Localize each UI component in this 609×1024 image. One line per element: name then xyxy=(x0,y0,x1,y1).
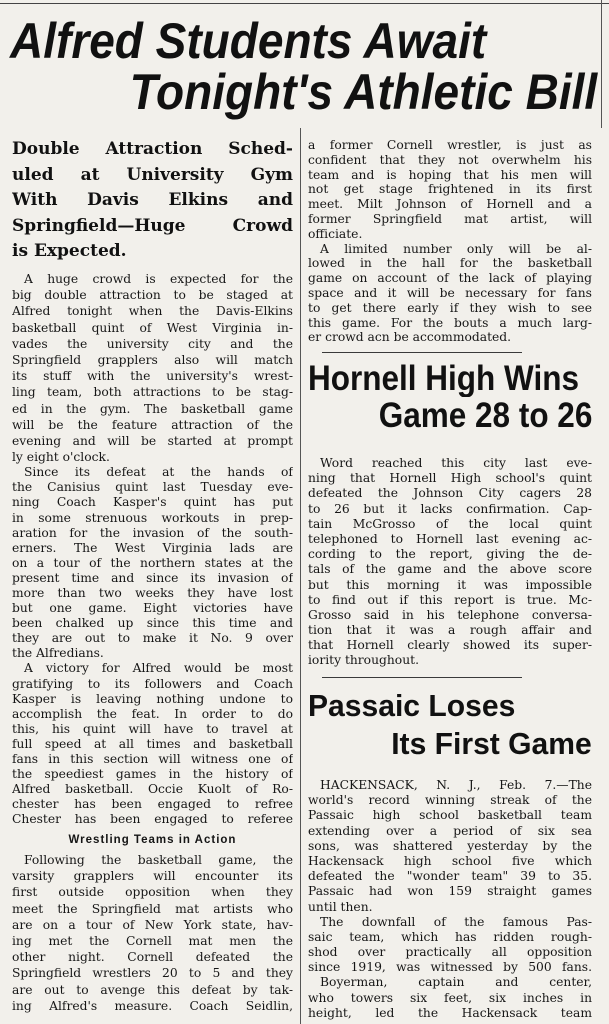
text-line: Boyerman, captain and center, xyxy=(320,975,592,990)
text-line: its stuff with the university's wrest- xyxy=(12,369,293,384)
text-line: ing met the Cornell mat men the xyxy=(12,933,293,948)
hornell-story-body xyxy=(308,456,592,669)
hornell-headline-line-1-text: Hornell High Wins xyxy=(308,361,579,397)
text-line: ly eight o'clock. xyxy=(12,450,110,465)
hornell-headline-line-2 xyxy=(308,398,592,434)
text-line: Alfred tonight when the Davis-Elkins xyxy=(12,304,293,319)
text-line: HACKENSACK, N. J., Feb. 7.—The xyxy=(320,778,592,792)
paragraph xyxy=(308,975,592,1021)
text-line: Passaic had won 159 straight games xyxy=(308,884,592,899)
paragraph xyxy=(308,915,592,976)
main-story-subhead xyxy=(12,137,293,265)
text-line: officiate. xyxy=(308,226,363,241)
text-line: varsity grapplers will encounter its xyxy=(12,869,293,884)
text-line: meet the Springfield mat artists who xyxy=(12,901,293,916)
text-line: erners. The West Virginia lads are xyxy=(12,540,293,555)
text-line: Passaic high school basketball team xyxy=(308,808,592,823)
text-line: a former Cornell wrestler, is just as xyxy=(308,138,592,152)
text-line: will be the feature attraction of the xyxy=(12,417,293,432)
text-line: on a tour of the northern states at the xyxy=(12,555,293,570)
text-line: present time and since its invasion of xyxy=(12,570,293,585)
text-line: Alfred basketball. Occie Kuolt of Ro- xyxy=(12,782,293,797)
paragraph xyxy=(12,271,293,465)
passaic-headline-line-1 xyxy=(308,687,592,725)
text-line: they are out to make it No. 9 over xyxy=(12,631,293,646)
text-line: meet. Milt Johnson of Hornell and a xyxy=(308,197,592,212)
text-line: been chalked up since this time and xyxy=(12,616,293,631)
paragraph xyxy=(12,137,293,265)
text-line: confident that they not overwhelm his xyxy=(308,152,592,167)
paragraph xyxy=(308,456,592,669)
text-line: not get stage frightened in its first xyxy=(308,182,592,197)
text-line: A victory for Alfred would be most xyxy=(24,661,293,676)
text-line: other night. Cornell defeated the xyxy=(12,950,293,965)
hornell-headline-line-2-text: Game 28 to 26 xyxy=(378,398,592,434)
text-line: tion that it was a rough affair and xyxy=(308,623,592,638)
text-line: vades the university city and the xyxy=(12,336,293,351)
passaic-headline-line-1-text: Passaic Loses xyxy=(308,688,516,723)
text-line: With Davis Elkins and xyxy=(12,190,293,210)
main-story-body xyxy=(12,271,293,828)
text-line: ed in the gym. The basketball game xyxy=(12,401,293,416)
text-line: cording to the report, giving the de- xyxy=(308,547,592,562)
text-line: iority throughout. xyxy=(308,653,419,668)
text-line: game on account of the lack of playing xyxy=(308,271,592,286)
text-line: ning Coach Kasper's quint has put xyxy=(12,495,293,510)
text-line: aration for the invasion of the south- xyxy=(12,525,293,540)
text-line: er crowd acn be accommodated. xyxy=(308,330,512,345)
text-line: are out to avenge this defeat by tak- xyxy=(12,982,293,997)
text-line: ning that Hornell High school's quint xyxy=(308,471,592,486)
story-separator-rule xyxy=(322,677,522,678)
passaic-headline-line-2-text: Its First Game xyxy=(391,726,592,761)
text-line: ling team, both attractions to be stag- xyxy=(12,385,293,400)
right-column-rule xyxy=(601,0,602,128)
text-line: chester has been engaged to refree xyxy=(12,797,293,812)
text-line: Springfield—Huge Crowd xyxy=(12,215,293,236)
text-line: shod over practically all opposition xyxy=(308,945,592,960)
text-line: this, his quint will have to travel at xyxy=(12,721,293,736)
text-line: defeated the "wonder team" 39 to 35. xyxy=(308,869,592,884)
text-line: space and it will be necessary for fans xyxy=(308,285,592,300)
column-divider xyxy=(300,128,301,1024)
text-line: more than two weeks they have lost xyxy=(12,586,293,600)
text-line: evening and will be started at prompt xyxy=(12,433,293,448)
text-line: uled at University Gym xyxy=(12,164,293,185)
text-line: A huge crowd is expected for the xyxy=(24,272,293,286)
section-heading: Wrestling Teams in Action xyxy=(68,834,237,846)
text-line: Grosso said in his telephone conversa- xyxy=(308,607,592,622)
text-line: to get there early if they wish to see xyxy=(308,300,592,315)
text-line: A limited number only will be al- xyxy=(320,241,592,256)
text-line: lowed in the hall for the basketball xyxy=(308,256,592,271)
text-line: full speed at all times and basketball xyxy=(12,736,293,751)
paragraph xyxy=(12,661,293,827)
text-line: that Hornell clearly showed its super- xyxy=(308,638,592,653)
text-line: until then. xyxy=(308,899,373,914)
text-line: this game. For the bouts a much larg- xyxy=(308,315,592,330)
main-headline-line-2-text: Tonight's Athletic Bill xyxy=(129,64,597,120)
story-separator-rule xyxy=(322,352,522,353)
text-line: to find out if this report is true. Mc- xyxy=(308,592,592,607)
top-border-rule xyxy=(0,3,609,4)
paragraph xyxy=(308,138,592,242)
text-line: Chester has been engaged to referee xyxy=(12,812,293,827)
text-line: the Canisius quint last Tuesday eve- xyxy=(12,480,293,495)
text-line: Word reached this city last eve- xyxy=(320,456,592,470)
text-line: Springfield grapplers also will match xyxy=(12,352,293,367)
main-story-continued-body xyxy=(308,138,592,345)
text-line: world's record winning streak of the xyxy=(308,793,592,808)
text-line: saic team, which has ridden rough- xyxy=(308,929,592,944)
text-line: gratifying to its followers and Coach xyxy=(12,676,293,691)
text-line: basketball quint of West Virginia in- xyxy=(12,320,293,335)
hornell-headline-line-1 xyxy=(308,361,592,397)
main-headline-line-2 xyxy=(89,66,597,118)
text-line: The downfall of the famous Pas- xyxy=(320,914,592,929)
text-line: to 26 but it lacks confirmation. Cap- xyxy=(308,501,592,516)
text-line: since 1919, was witnessed by 500 fans. xyxy=(308,960,592,975)
text-line: fans in this section will witness one of xyxy=(12,752,293,767)
text-line: big double attraction to be staged at xyxy=(12,288,293,303)
passaic-headline-line-2 xyxy=(308,725,592,763)
text-line: height, led the Hackensack team xyxy=(308,1005,592,1020)
text-line: telephoned to Hornell last evening ac- xyxy=(308,531,592,546)
text-line: the speediest games in the history of xyxy=(12,767,293,782)
text-line: but one game. Eight victories have xyxy=(12,601,293,616)
text-line: are on a tour of New York state, hav- xyxy=(12,917,293,932)
text-line: former Springfield mat artist, will xyxy=(308,211,592,226)
text-line: first outside opposition when they xyxy=(12,885,293,900)
text-line: sons, was shattered yesterday by the xyxy=(308,838,592,853)
paragraph xyxy=(308,242,592,346)
paragraph xyxy=(12,852,293,1014)
passaic-story-body xyxy=(308,778,592,1021)
main-story-section-body xyxy=(12,852,293,1014)
text-line: team and is hoping that his men will xyxy=(308,167,592,182)
text-line: Springfield wrestlers 20 to 5 and they xyxy=(12,966,293,981)
main-headline-line-1-text: Alfred Students Await xyxy=(10,13,487,69)
text-line: Following the basketball game, the xyxy=(24,853,293,867)
text-line: extending over a period of six sea xyxy=(308,823,592,838)
text-line: Since its defeat at the hands of xyxy=(24,465,293,480)
paragraph xyxy=(12,465,293,661)
text-line: tals of the game and the above score xyxy=(308,562,592,577)
text-line: Double Attraction Sched- xyxy=(12,139,293,159)
text-line: defeated the Johnson City cagers 28 xyxy=(308,486,592,501)
text-line: accomplish the feat. In order to do xyxy=(12,706,293,721)
text-line: who towers six feet, six inches in xyxy=(308,990,592,1005)
text-line: ing Alfred's measure. Coach Seidlin, xyxy=(12,998,293,1013)
text-line: is Expected. xyxy=(12,241,127,261)
paragraph xyxy=(308,778,592,915)
main-headline-line-1 xyxy=(10,15,528,67)
text-line: the Alfredians. xyxy=(12,646,104,661)
text-line: but this morning it was impossible xyxy=(308,577,592,592)
text-line: Hackensack high school five which xyxy=(308,853,592,868)
text-line: Kasper is leaving nothing undone to xyxy=(12,691,293,706)
text-line: tain McGrosso of the local quint xyxy=(308,516,592,531)
text-line: in some strenuous workouts in prep- xyxy=(12,510,293,525)
